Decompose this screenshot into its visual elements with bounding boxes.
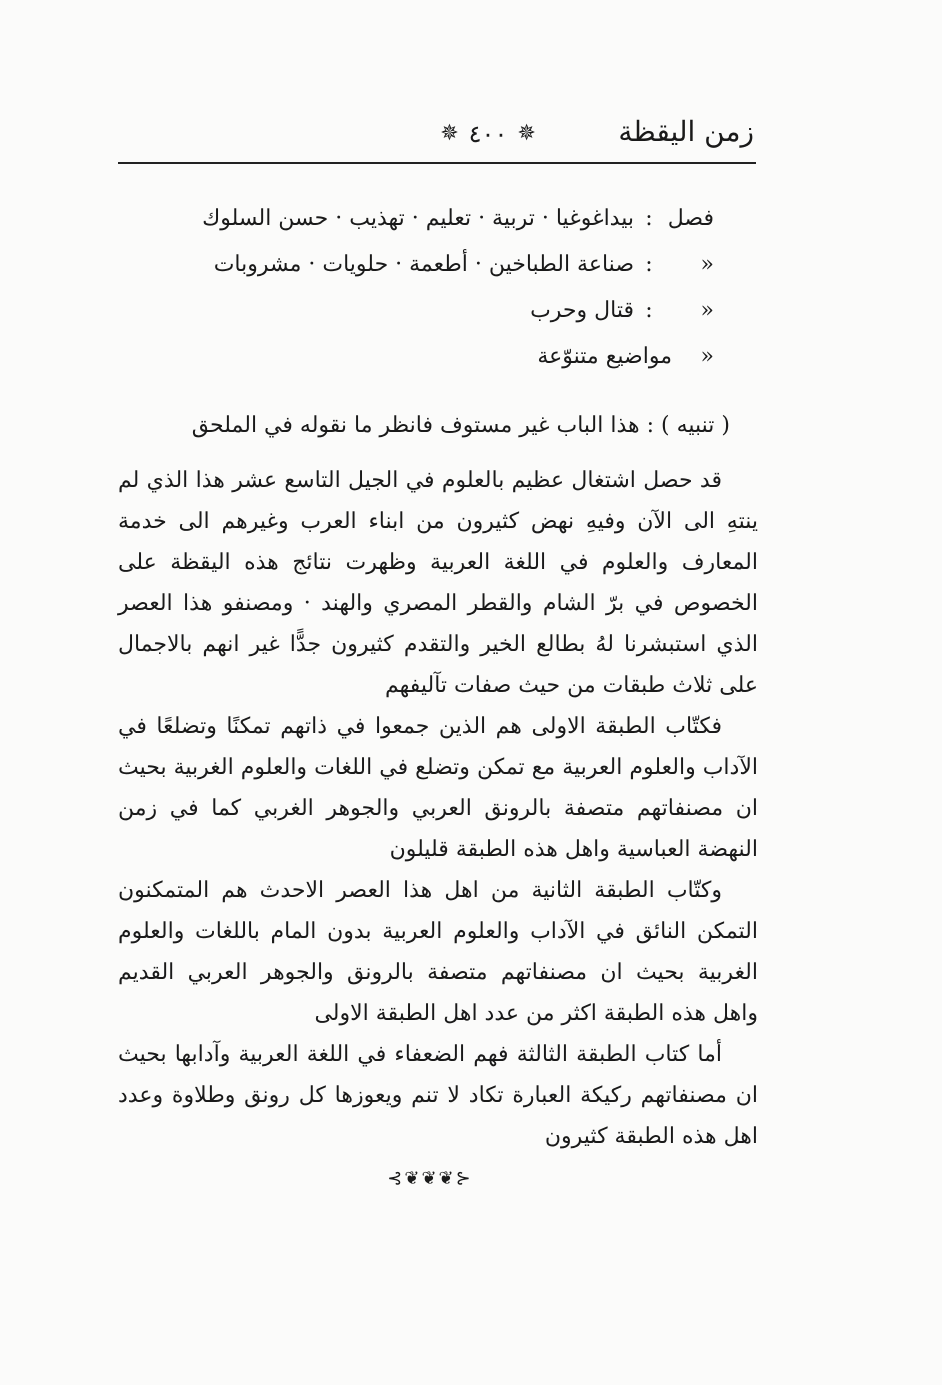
contents-row <box>202 196 714 242</box>
editorial-note: ( تنبيه ) : هذا الباب غير مستوف فانظر ما نقوله في الملحق <box>191 413 730 438</box>
contents-row-lead: فصل <box>667 206 714 231</box>
contents-row <box>214 334 714 380</box>
contents-row-separator: : <box>645 298 653 323</box>
contents-row-text: مواضيع متنوّعة <box>537 344 672 369</box>
running-head <box>118 108 754 158</box>
star-ornament-icon: ✵ <box>517 121 536 146</box>
contents-row <box>214 288 714 334</box>
contents-row-text: صناعة الطباخين · أطعمة · حلويات · مشروبات <box>213 252 634 277</box>
body-text <box>118 460 758 1157</box>
header-rule <box>118 162 756 164</box>
contents-row-lead: « <box>700 252 714 277</box>
tailpiece-ornament-icon: ⊰❦❦❦⊱ <box>387 1168 473 1189</box>
page-number-block <box>388 114 588 154</box>
running-head-title: زمن اليقظة <box>618 115 754 148</box>
contents-row-lead: « <box>700 344 714 369</box>
chapter-contents-list <box>202 196 714 380</box>
contents-row-text: بيداغوغيا · تربية · تعليم · تهذيب · حسن السلوك <box>202 206 634 231</box>
contents-row-separator: : <box>645 206 653 231</box>
contents-row <box>214 242 714 288</box>
page-number: ٤٠٠ <box>468 120 508 148</box>
contents-row-separator: : <box>645 252 653 277</box>
paragraph: أما كتاب الطبقة الثالثة فهم الضعفاء في اللغة العربية وآدابها بحيث ان مصنفاتهم ركيكة العبارة تكاد لا تنم ويعوزها كل رونق وطلاوة وعدد اهل هذه الطبقة كثيرون <box>118 1042 758 1149</box>
contents-row-text: قتال وحرب <box>530 298 634 323</box>
paragraph: قد حصل اشتغال عظيم بالعلوم في الجيل التاسع عشر هذا الذي لم ينتهِ الى الآن وفيهِ نهض كثيرون من ابناء العرب وغيرهم الى خدمة المعارف والعلوم في اللغة العربية وظهرت نتائج هذه اليقظة على الخصوص في برّ الشام والقطر المصري والهند · ومصنفو هذا العصر الذي استبشرنا لهُ بطالع الخير والتقدم كثيرون جدًّا غير انهم بالاجمال على ثلاث طبقات من حيث صفات تآليفهم <box>118 468 758 698</box>
contents-row-lead: « <box>700 298 714 323</box>
star-ornament-icon: ✵ <box>440 121 459 146</box>
paragraph: فكتّاب الطبقة الاولى هم الذين جمعوا في ذاتهم تمكنًا وتضلعًا في الآداب والعلوم العربية مع تمكن وتضلع في اللغات والعلوم الغربية بحيث ان مصنفاتهم متصفة بالرونق العربي والجوهر الغربي كما في زمن النهضة العباسية واهل هذه الطبقة قليلون <box>118 714 758 862</box>
paragraph: وكتّاب الطبقة الثانية من اهل هذا العصر الاحدث هم المتمكنون التمكن النائق في الآداب والعلوم العربية بدون المام باللغات والعلوم الغربية بحيث ان مصنفاتهم متصفة بالرونق والجوهر العربي القديم واهل هذه الطبقة اكثر من عدد اهل الطبقة الاولى <box>118 878 758 1026</box>
